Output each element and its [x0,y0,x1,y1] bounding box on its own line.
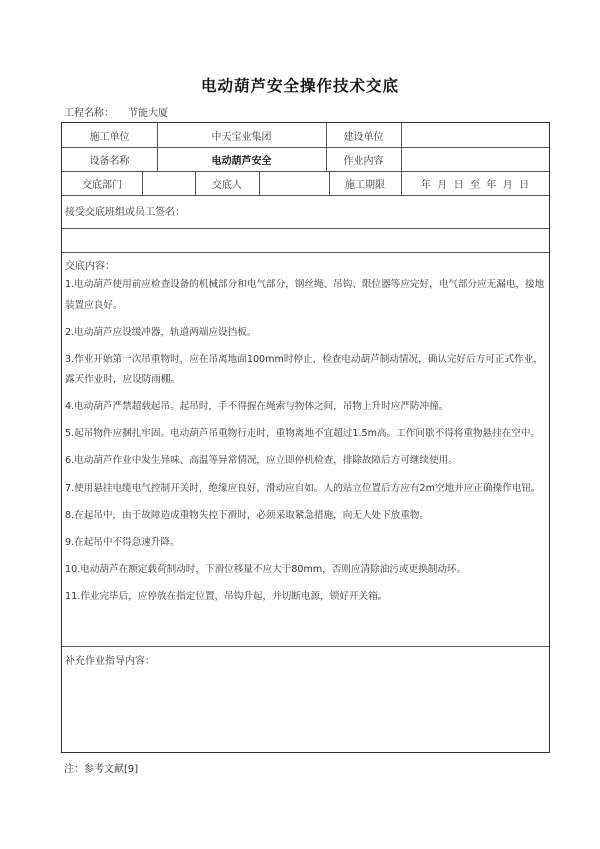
equipment-value: 电动葫芦安全 [211,156,272,167]
content-item-9: 9.在起吊中不得急速升降。 [65,536,180,548]
content-item-8: 8.在起吊中，由于故障造成重物失控下滑时，必须采取紧急措施，向无人处下放重物。 [65,509,430,521]
row-dept-person-period [62,172,549,196]
reference-note: 注：参考文献[9] [64,764,139,775]
content-item-11: 11.作业完毕后，应停放在指定位置，吊钩升起，并切断电源，锁好开关箱。 [65,590,388,602]
person-label: 交底人 [212,180,242,191]
supplement-title: 补充作业指导内容： [65,656,155,667]
construction-unit-value: 中天宝业集团 [211,131,272,143]
signature-label: 接受交底班组或员工签名： [65,207,185,218]
dept-value [142,172,195,195]
content-title: 交底内容： [65,261,115,272]
person-value [259,172,329,195]
construction-unit-label: 施工单位 [89,131,130,143]
work-content-value [401,148,549,171]
equipment-label: 设备名称 [89,156,130,167]
work-content-label: 作业内容 [343,156,384,167]
content-item-3: 3.作业开始第一次吊重物时，应在吊离地面100mm时停止，检查电动葫芦制动情况，确认完好后方可正式作业，露天作业时，应设防雨棚。 [65,353,543,386]
content-item-2: 2.电动葫芦应设缓冲器，轨道两端应设挡板。 [65,326,257,338]
row-equipment [62,148,549,172]
period-value: 年 月 日 至 年 月 日 [420,180,530,191]
content-item-6: 6.电动葫芦作业中发生异味、高温等异常情况，应立即停机检查，排除故障后方可继续使用。 [65,455,458,467]
content-item-4: 4.电动葫芦严禁超载起吊。起吊时，手不得握在绳索与物体之间，吊物上升时应严防冲撞。 [65,401,449,413]
content-item-10: 10.电动葫芦在额定载荷制动时，下滑位移量不应大于80mm，否则应清除油污或更换制动环。 [65,563,467,575]
period-label: 施工期限 [345,180,385,191]
row-signature-space [62,229,549,253]
owner-unit-label: 建设单位 [343,131,384,143]
row-construction-unit [62,123,549,148]
disclosure-content [62,253,549,647]
dept-label: 交底部门 [82,180,122,191]
project-label: 工程名称： [64,108,114,119]
document-title: 电动葫芦安全操作技术交底 [200,77,399,95]
content-item-7: 7.使用悬挂电缆电气控制开关时，绝缘应良好，滑动应自如。人的站立位置后方应有2m空地并应正确操作电钮。 [65,482,541,494]
owner-unit-value [401,123,549,147]
content-items [65,275,547,614]
content-item-5: 5.起吊物件应捆扎牢固。电动葫芦吊重物行走时，重物离地不宜超过1.5m高。工作间歇不得将重物悬挂在空中。 [65,428,541,440]
project-line [64,104,182,119]
content-item-1: 1.电动葫芦使用前应检查设备的机械部分和电气部分，钢丝绳、吊钩、限位器等应完好，电气部分应无漏电，接地装置应良好。 [65,279,545,311]
project-value: 节能大厦 [128,108,168,119]
disclosure-form [61,122,550,753]
row-signature [62,196,549,229]
